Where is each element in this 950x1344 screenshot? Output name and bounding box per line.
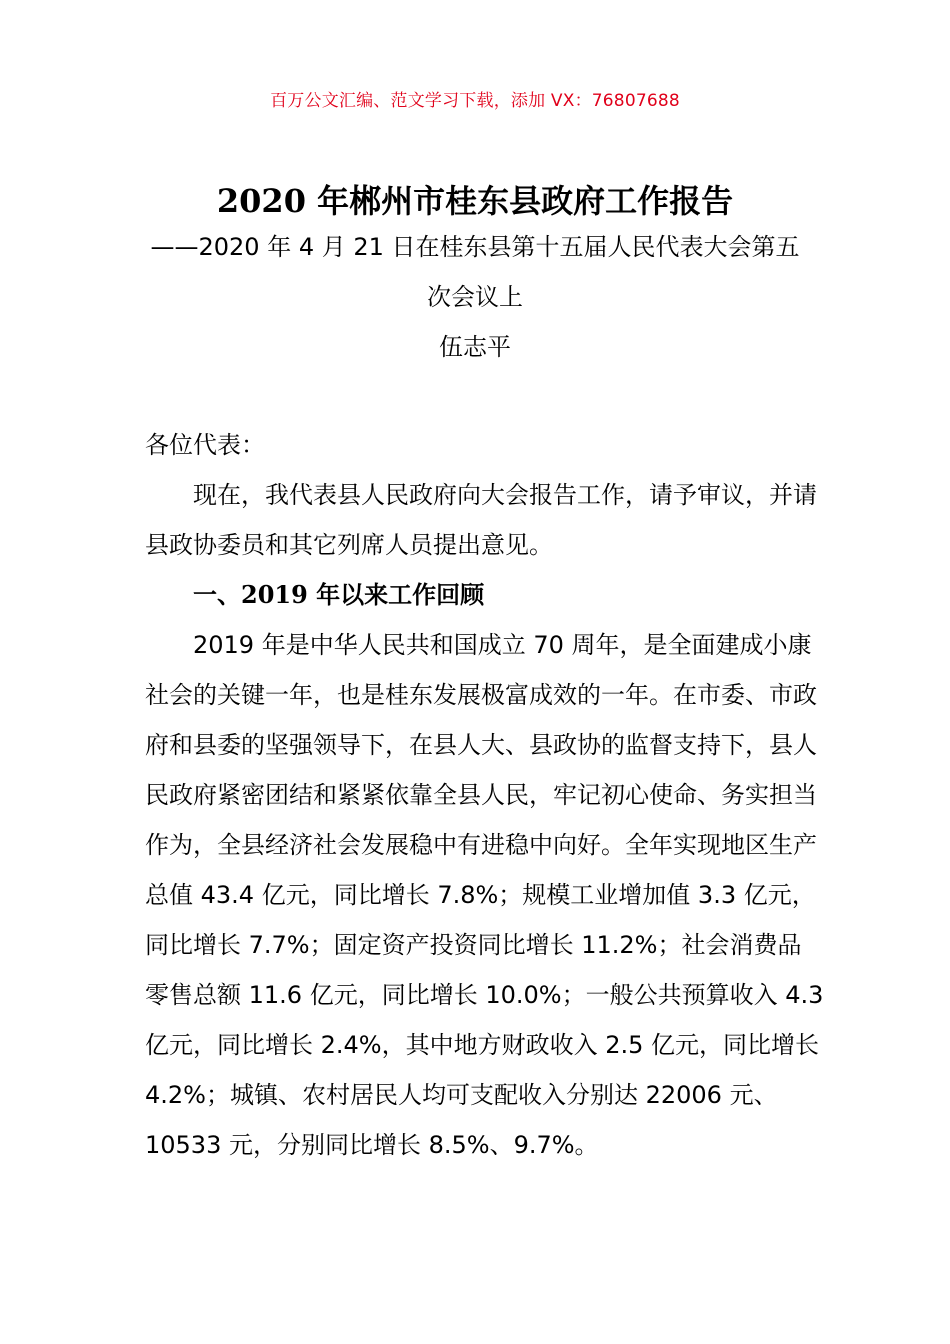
subtitle — [140, 222, 810, 322]
section-heading: 一、2019 年以来工作回顾 — [193, 580, 485, 609]
paragraph-review: 2019 年是中华人民共和国成立 70 周年，是全面建成小康社会的关键一年，也是桂东发展极富成效的一年。在市委、市政府和县委的坚强领导下，在县人大、县政协的监督支持下，县人民政府紧密团结和紧紧依靠全县人民，牢记初心使命、务实担当作为，全县经济社会发展稳中有进稳中向好。全年实现地区生产总值 43.4 亿元，同比增长 7.8%；规模工业增加值 3.3 亿元，同比增长 7.7%；固定资产投资同比增长 11.2%；社会消费品零售总额 11.6 亿元，同比增长 10.0%；一般公共预算收入 4.3 亿元，同比增长 2.4%，其中地方财政收入 2.5 亿元，同比增长 4.2%；城镇、农村居民人均可支配收入分别达 22006 元、10533 元，分别同比增长 8.5%、9.7%。 — [145, 631, 824, 1159]
subtitle-line-1: ——2020 年 4 月 21 日在桂东县第十五届人民代表大会第五 — [150, 233, 800, 261]
paragraph-intro: 现在，我代表县人民政府向大会报告工作，请予审议，并请县政协委员和其它列席人员提出意见。 — [145, 481, 817, 559]
subtitle-line-2: 次会议上 — [427, 283, 523, 311]
page-title: 2020 年郴州市桂东县政府工作报告 — [216, 182, 734, 220]
author-name: 伍志平 — [439, 333, 511, 361]
promo-banner: 百万公文汇编、范文学习下载，添加 VX：76807688 — [270, 91, 680, 111]
greeting: 各位代表： — [145, 431, 265, 459]
